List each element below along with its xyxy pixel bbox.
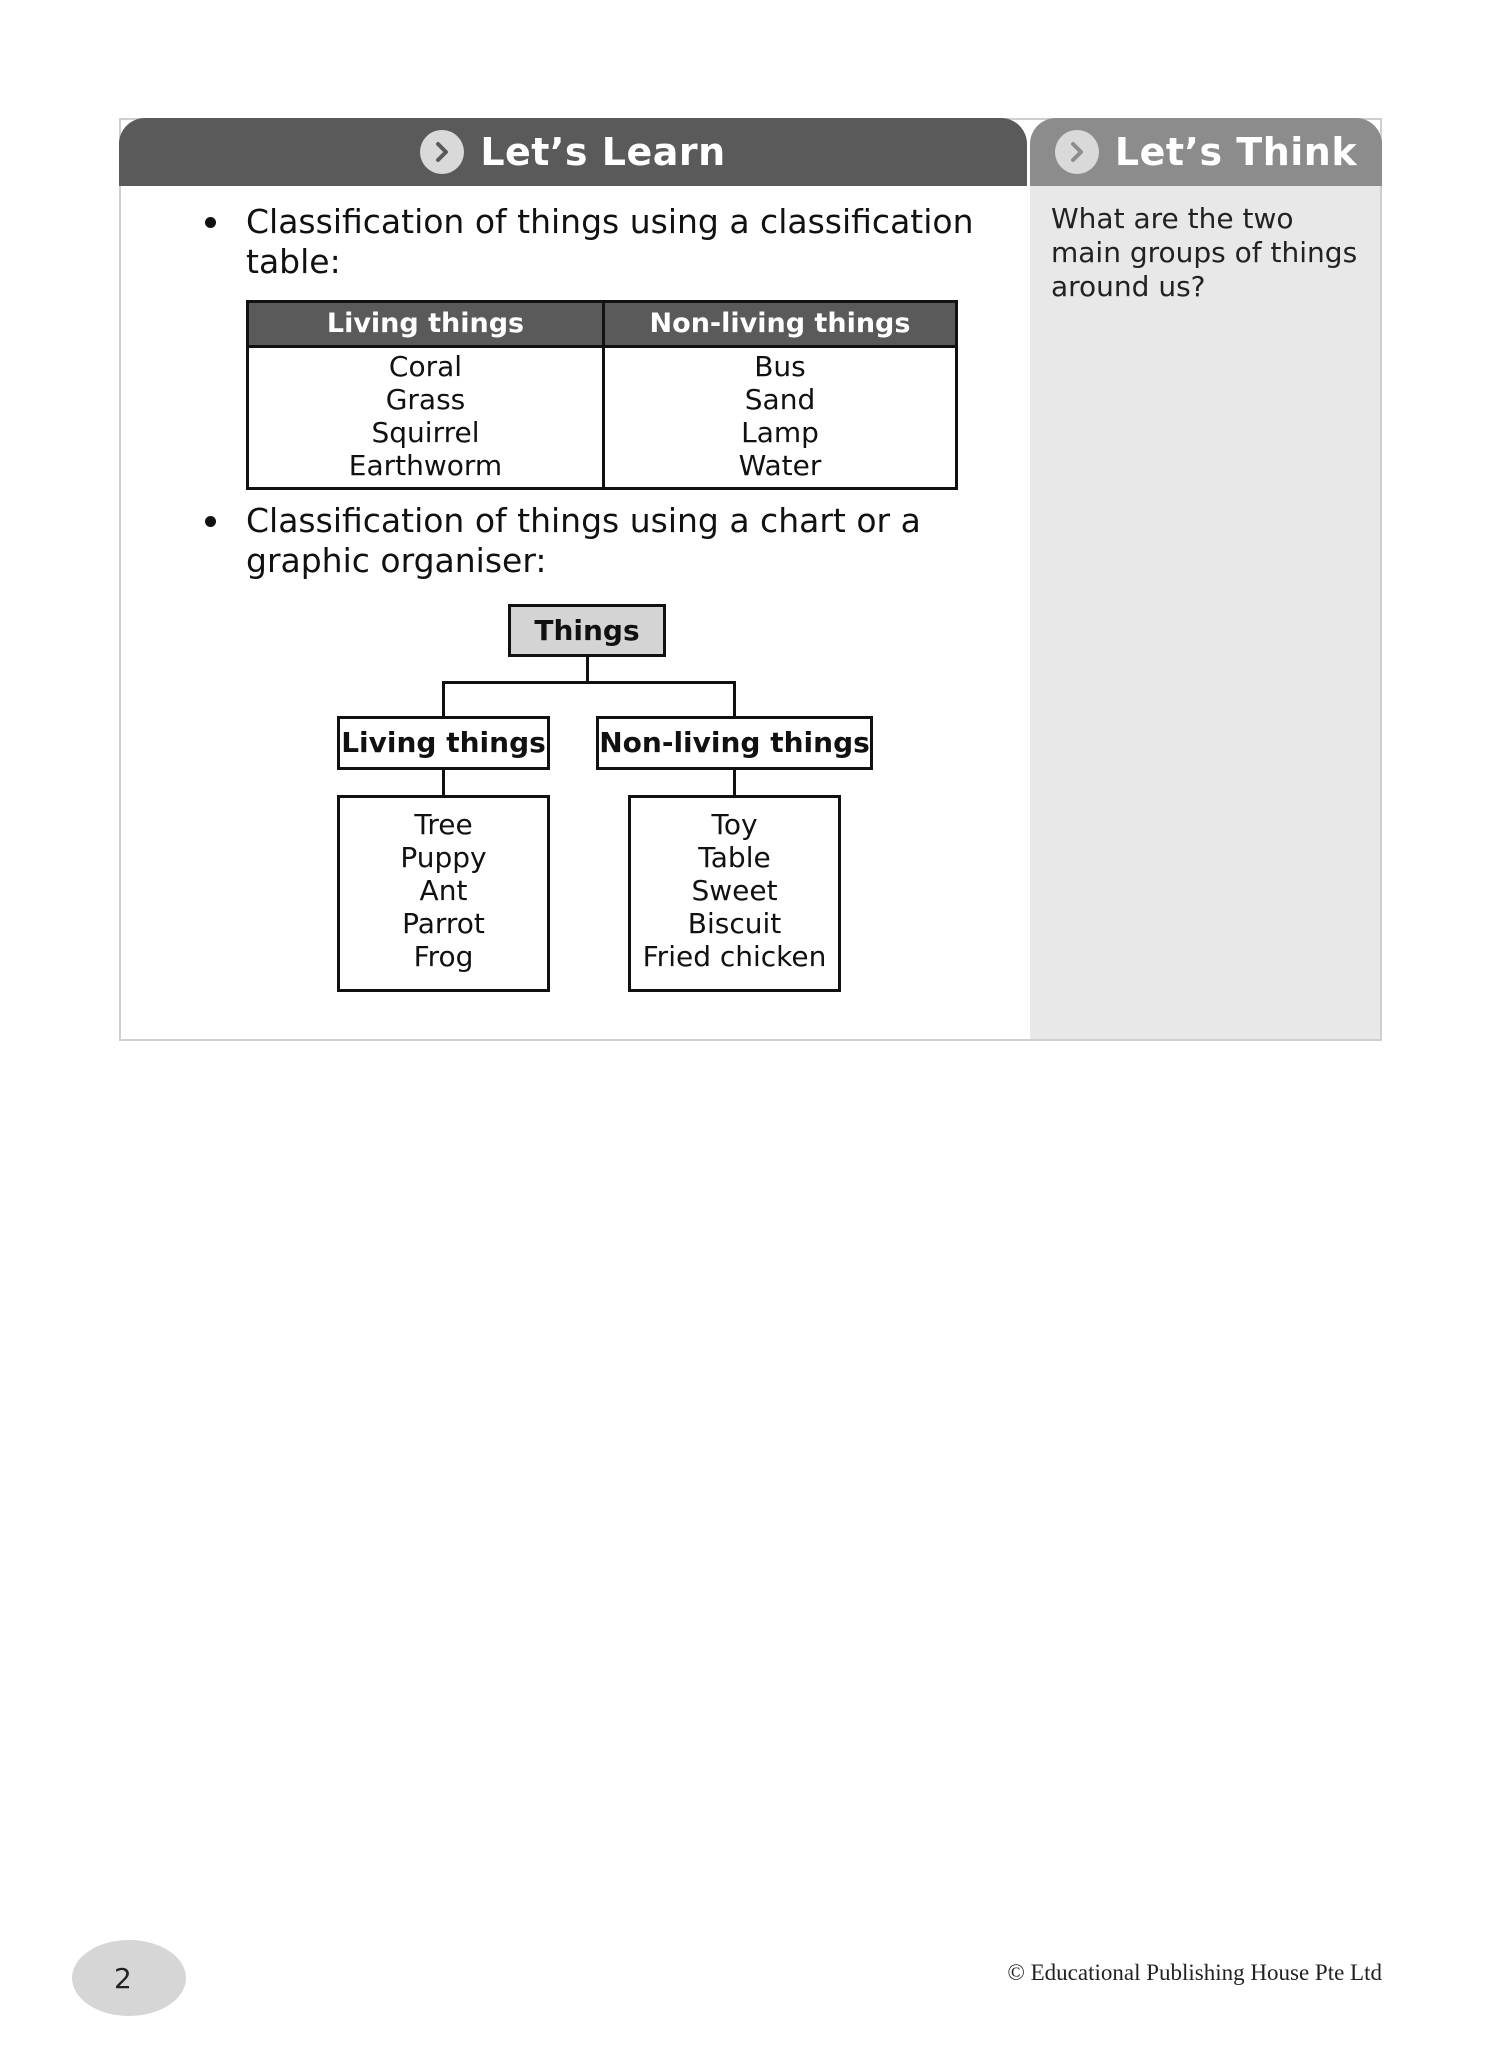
list-item: Puppy: [400, 841, 487, 874]
table-cell: Bus: [754, 350, 806, 383]
bullet-classification-table: [205, 202, 995, 282]
connector-line: [442, 681, 736, 684]
table-column-non-living: [605, 350, 955, 482]
table-cell: Squirrel: [371, 416, 480, 449]
page-number-badge: [72, 1940, 186, 2016]
bullet-icon: [205, 516, 216, 527]
list-item: Parrot: [402, 907, 485, 940]
organiser-non-living-box: Non-living things: [596, 716, 873, 770]
list-item: Fried chicken: [642, 940, 827, 973]
classification-table: [246, 300, 958, 490]
connector-line: [442, 681, 445, 717]
connector-line: [442, 770, 445, 796]
organiser-root-box: Things: [508, 604, 666, 657]
copyright-notice: © Educational Publishing House Pte Ltd: [1007, 1960, 1382, 1985]
table-cell: Earthworm: [348, 449, 503, 482]
table-header-living: Living things: [249, 303, 602, 345]
list-item: Biscuit: [687, 907, 782, 940]
page-number: 2: [114, 1962, 132, 1995]
list-item: Sweet: [691, 874, 778, 907]
bullet-text: Classification of things using a chart or a graphic organiser:: [246, 501, 921, 580]
list-item: Table: [698, 841, 771, 874]
table-cell: Lamp: [741, 416, 819, 449]
list-item: Frog: [413, 940, 474, 973]
table-cell: Coral: [388, 350, 463, 383]
organiser-living-list: [337, 795, 550, 992]
lets-think-question: What are the two main groups of things around us?: [1051, 202, 1358, 303]
connector-line: [733, 681, 736, 717]
organiser-living-box: Living things: [337, 716, 550, 770]
bullet-graphic-organiser: [205, 501, 1005, 581]
table-cell: Grass: [385, 383, 466, 416]
chevron-right-icon: [1055, 130, 1099, 174]
list-item: Tree: [414, 808, 473, 841]
table-header-non-living: Non-living things: [605, 303, 955, 345]
table-column-living: [249, 350, 602, 482]
lets-think-header: [1030, 118, 1382, 186]
list-item: Toy: [711, 808, 758, 841]
lets-learn-header: [119, 118, 1027, 186]
lets-think-panel: [1030, 186, 1380, 1039]
connector-line: [733, 770, 736, 796]
organiser-non-living-list: [628, 795, 841, 992]
bullet-text: Classification of things using a classification table:: [246, 202, 974, 281]
lets-think-title: Let’s Think: [1114, 130, 1358, 174]
chevron-right-icon: [420, 130, 464, 174]
bullet-icon: [205, 217, 216, 228]
list-item: Ant: [419, 874, 468, 907]
lets-learn-title: Let’s Learn: [480, 130, 726, 174]
connector-line: [586, 657, 589, 682]
table-cell: Water: [738, 449, 822, 482]
table-cell: Sand: [744, 383, 816, 416]
